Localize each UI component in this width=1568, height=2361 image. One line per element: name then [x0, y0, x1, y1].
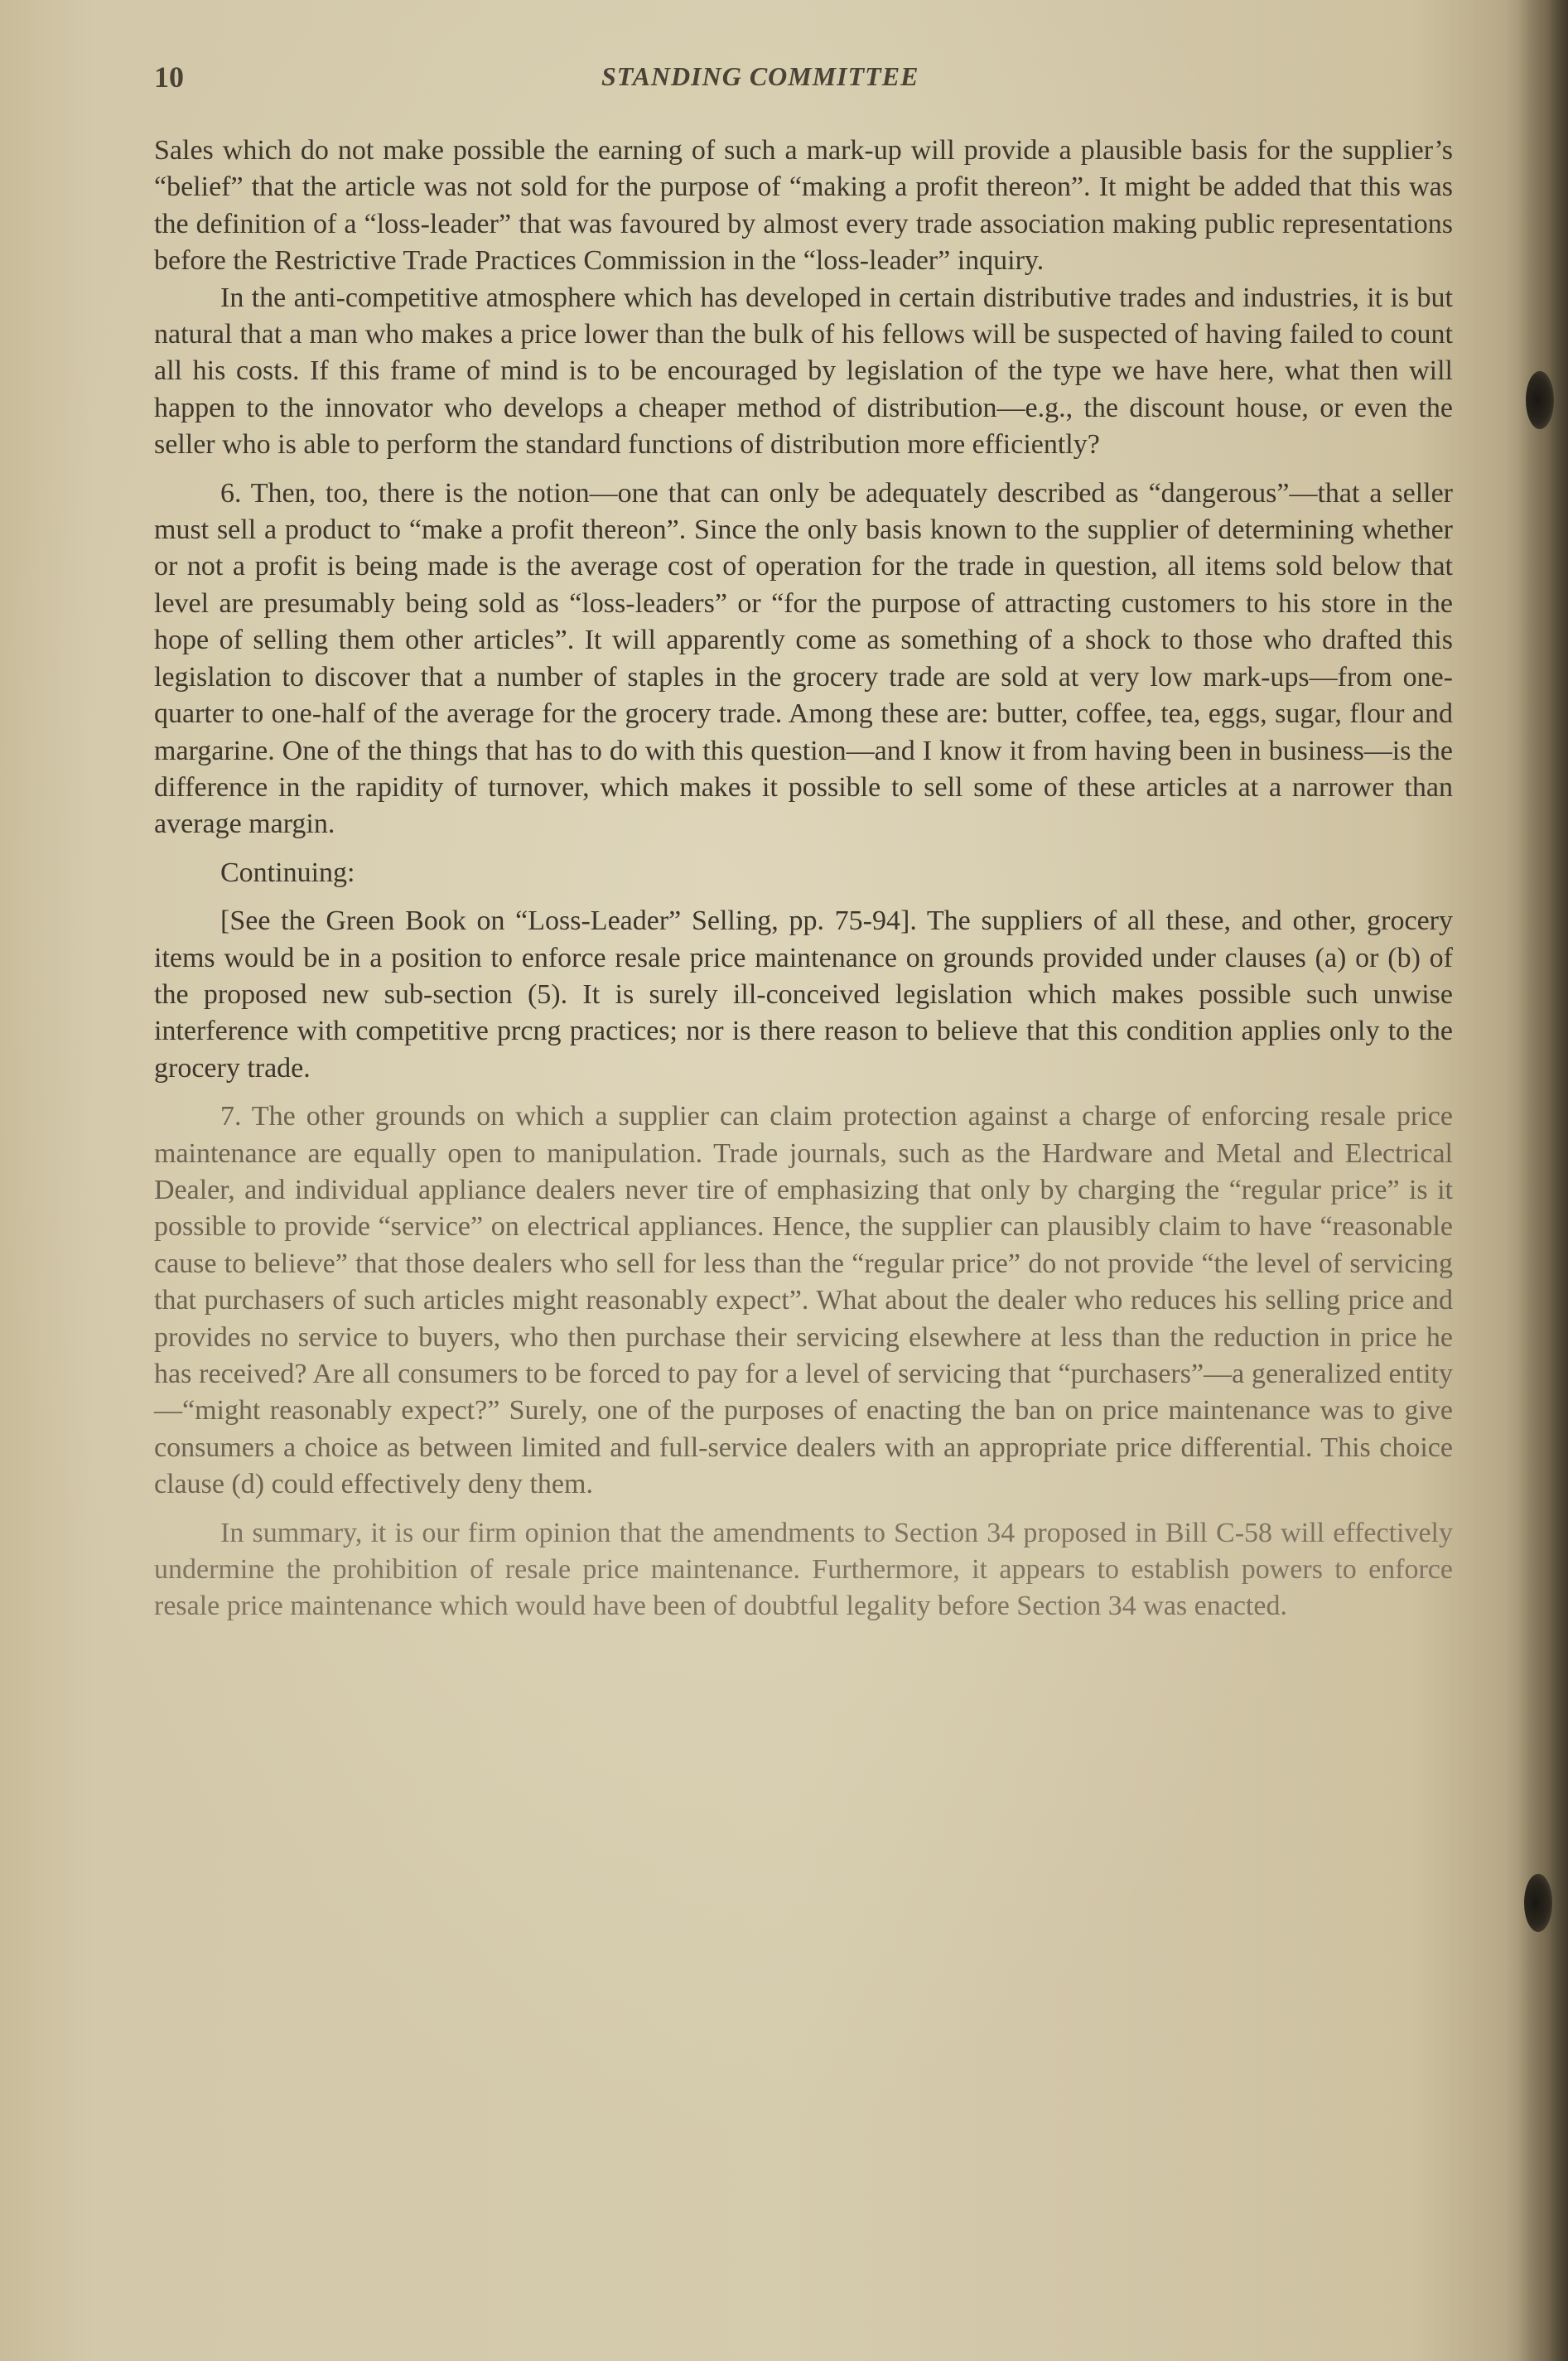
page-header: [154, 60, 1455, 101]
page-number: 10: [154, 60, 184, 94]
paragraph-2: In the anti-competitive atmosphere which has developed in certain distributive trades and industries, it is but natural that a man who makes a price lower than the bulk of his fellows will be suspected of having failed to count all his costs. If this frame of mind is to be encouraged by legislation of the type we have here, what then will happen to the innovator who develops a cheaper method of distribution—e.g., the discount house, or even the seller who is able to perform the standard functions of distribution more efficiently?: [154, 282, 1453, 461]
paragraph-1: Sales which do not make possible the earning of such a mark-up will provide a plausible basis for the supplier’s “belief” that the article was not sold for the purpose of “making a profit thereon”. It might be added that this was the definition of a “loss-leader” that was favoured by almost every trade association making public representations before the Restrictive Trade Practices Commission in the “loss-leader” inquiry.: [154, 135, 1453, 277]
running-head: STANDING COMMITTEE: [601, 61, 919, 91]
body-text: [154, 133, 1453, 1625]
paragraph-6: In summary, it is our firm opinion that the amendments to Section 34 proposed in Bill C-58 will effectively undermine the prohibition of resale price maintenance. Furthermore, it appears to establish powers to enforce resale price maintenance which would have been of doubtful legality before Section 34 was enacted.: [154, 1517, 1453, 1622]
continuing-label: Continuing:: [220, 857, 355, 888]
binder-hole-top: [1526, 371, 1554, 429]
paragraph-3: 6. Then, too, there is the notion—one that can only be adequately described as “dangerous”—that a seller must sell a product to “make a profit thereon”. Since the only basis known to the supplier of determining whether or not a profit is being made is the average cost of operation for the trade in question, all items sold below that level are presumably being sold as “loss-leaders” or “for the purpose of attracting customers to his store in the hope of selling them other articles”. It will apparently come as something of a shock to those who drafted this legislation to discover that a number of staples in the grocery trade are sold at very low mark-ups—from one-quarter to one-half of the average for the grocery trade. Among these are: butter, coffee, tea, eggs, sugar, flour and margarine. One of the things that has to do with this question—and I know it from having been in business—is the difference in the rapidity of turnover, which makes it possible to sell some of these articles at a narrower than average margin.: [154, 477, 1453, 840]
paragraph-5: 7. The other grounds on which a supplier can claim protection against a charge of enforcing resale price maintenance are equally open to manipulation. Trade journals, such as the Hardware and Metal and Electrical Dealer, and individual appliance dealers never tire of emphasizing that only by charging the “regular price” is it possible to provide “service” on electrical appliances. Hence, the supplier can plausibly claim to have “reasonable cause to believe” that those dealers who sell for less than the “regular price” do not provide “the level of servicing that purchasers of such articles might reasonably expect”. What about the dealer who reduces his selling price and provides no service to buyers, who then purchase their servicing elsewhere at less than the reduction in price he has received? Are all consumers to be forced to pay for a level of servicing that “purchasers”—a generalized entity—“might reasonably expect?” Surely, one of the purposes of enacting the ban on price maintenance was to give consumers a choice as between limited and full-service dealers with an appropriate price differential. This choice clause (d) could effectively deny them.: [154, 1101, 1453, 1500]
page-edge-shadow: [1518, 0, 1568, 2361]
paragraph-4: [See the Green Book on “Loss-Leader” Selling, pp. 75-94]. The suppliers of all these, and other, grocery items would be in a position to enforce resale price maintenance on grounds provided under clauses (a) or (b) of the proposed new sub-section (5). It is surely ill-conceived legislation which makes possible such unwise interference with competitive prcng practices; nor is there reason to believe that this condition applies only to the grocery trade.: [154, 905, 1453, 1084]
binder-hole-bottom: [1524, 1874, 1552, 1932]
